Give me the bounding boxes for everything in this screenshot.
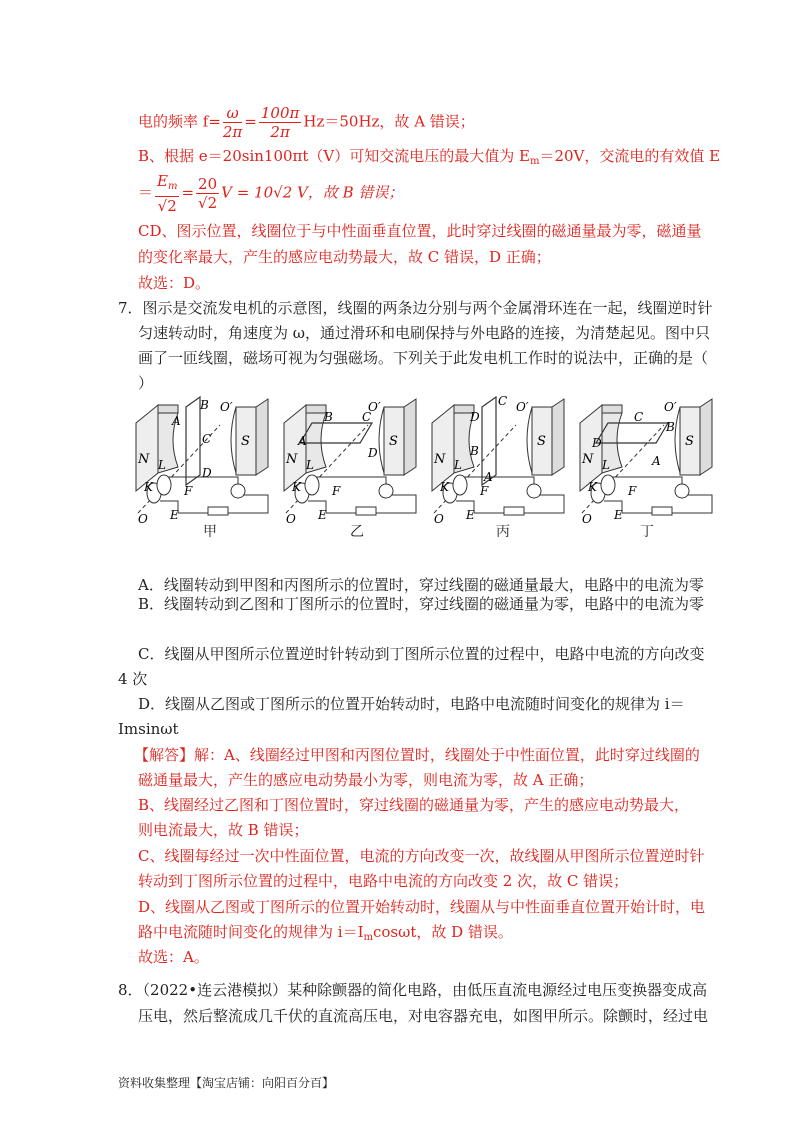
answer-tag: 【解答】 xyxy=(134,746,195,764)
svg-text:O: O xyxy=(582,512,592,526)
q7-option-c-line2: 4 次 xyxy=(118,670,148,688)
svg-text:L: L xyxy=(306,458,314,472)
svg-text:S: S xyxy=(389,434,398,449)
svg-text:N: N xyxy=(434,452,446,467)
q7-answer-line7: D、线圈从乙图或丁图所示的位置开始转动时，线圈从与中性面垂直位置开始计时，电 xyxy=(138,898,706,916)
svg-text:E: E xyxy=(170,508,179,522)
freq-line: 电的频率 f= $\frac{\omega}{2\pi}$ = $\frac{100\pi}{2\pi}$ Hz＝50Hz，故 A 错误； xyxy=(138,104,475,141)
q7-option-c-line1: C．线圈从甲图所示位置逆时针转动到丁图所示位置的过程中，电路中电流的方向改变 xyxy=(138,645,705,663)
q7-option-d-line2: Imsinωt xyxy=(118,720,179,738)
svg-text:O′: O′ xyxy=(516,400,529,414)
svg-text:B: B xyxy=(666,420,675,434)
svg-text:O′: O′ xyxy=(220,400,233,414)
svg-text:F: F xyxy=(628,484,637,498)
q7-stem-line2: 匀速转动时，角速度为 ω，通过滑环和电刷保持与外电路的连接，为清楚起见。图中只 xyxy=(138,324,711,342)
svg-text:C: C xyxy=(202,432,212,446)
svg-text:N: N xyxy=(582,452,594,467)
svg-text:F: F xyxy=(332,484,341,498)
svg-text:E: E xyxy=(318,508,327,522)
svg-text:S: S xyxy=(241,434,250,449)
freq-suffix: Hz＝50Hz，故 A 错误； xyxy=(303,112,475,131)
svg-text:A: A xyxy=(298,434,307,448)
q7-stem-line4: ） xyxy=(138,374,154,392)
q7-answer-line4: 则电流最大，故 B 错误； xyxy=(138,821,309,839)
fraction-100pi: $\frac{100\pi}{2\pi}$ xyxy=(260,104,300,141)
svg-text:S: S xyxy=(537,434,546,449)
q7-answer-line8: 路中电流随时间变化的规律为 $i=I_m\cos\omega t$，故 D 错误。 xyxy=(138,923,513,943)
q7-final-answer: 故选：A。 xyxy=(138,948,209,966)
svg-text:L: L xyxy=(454,458,462,472)
q7-option-d-line1: D．线圈从乙图或丁图所示的位置开始转动时，电路中电流随时间变化的规律为 i＝ xyxy=(138,695,685,713)
svg-text:C: C xyxy=(498,395,508,408)
svg-text:D: D xyxy=(470,410,480,424)
figure-bing xyxy=(432,395,564,526)
q7-answer-line5: C、线圈每经过一次中性面位置，电流的方向改变一次，故线圈从甲图所示位置逆时针 xyxy=(138,847,705,865)
svg-text:S: S xyxy=(685,434,694,449)
q7-answer-line3: B、线圈经过乙图和丁图位置时，穿过线圈的磁通量为零，产生的感应电动势最大， xyxy=(138,796,690,814)
svg-text:B: B xyxy=(324,410,333,424)
sol6-answer: 故选：D。 xyxy=(138,274,211,292)
svg-text:O: O xyxy=(286,512,296,526)
svg-text:K: K xyxy=(440,480,449,494)
fraction-omega: $\frac{\omega}{2\pi}$ xyxy=(222,104,243,141)
effective-value-line: ＝ $\frac{E_m}{√2}$ = $\frac{20}{√2}$ V = 10√2 V，故 B 错误； xyxy=(138,172,404,215)
svg-text:B: B xyxy=(200,398,209,412)
figure-yi xyxy=(284,399,416,526)
svg-text:N: N xyxy=(138,452,150,467)
q7-answer-line6: 转动到丁图所示位置的过程中，电路中电流的方向改变 2 次，故 C 错误； xyxy=(138,872,629,890)
svg-text:O′: O′ xyxy=(368,400,381,414)
q7-answer-line1: 【解答】解：A、线圈经过甲图和丙图位置时，线圈处于中性面位置，此时穿过线圈的 xyxy=(134,746,700,764)
q7-stem-line1: 7．图示是交流发电机的示意图，线圈的两条边分别与两个金属滑环连在一起，线圈逆时针 xyxy=(118,299,713,317)
svg-text:E: E xyxy=(614,508,623,522)
svg-text:K: K xyxy=(588,480,597,494)
generator-figure xyxy=(128,395,718,540)
svg-text:C: C xyxy=(362,410,372,424)
svg-text:L: L xyxy=(158,458,166,472)
q7-option-a: A．线圈转动到甲图和丙图所示的位置时，穿过线圈的磁通量最大，电路中的电流为零 xyxy=(138,576,704,594)
svg-text:C: C xyxy=(634,410,644,424)
sol6-cd-line2: 的变化率最大，产生的感应电动势最大，故 C 错误，D 正确； xyxy=(138,248,551,266)
svg-text:A: A xyxy=(484,470,493,484)
q8-line1: 8．（2022•连云港模拟）某种除颤器的简化电路，由低压直流电源经过电压变换器变成高 xyxy=(118,981,708,999)
q8-line2: 压电，然后整流成几千伏的直流高压电，对电容器充电，如图甲所示。除颤时，经过电 xyxy=(138,1007,709,1025)
svg-text:O: O xyxy=(138,512,148,526)
svg-text:D: D xyxy=(592,436,602,450)
figure-ding xyxy=(580,399,712,526)
svg-text:D: D xyxy=(368,446,378,460)
q7-option-b: B．线圈转动到乙图和丁图所示的位置时，穿过线圈的磁通量为零，电路中的电流为零 xyxy=(138,595,705,613)
svg-text:O: O xyxy=(434,512,444,526)
svg-text:K: K xyxy=(292,480,301,494)
caption-jia: 甲 xyxy=(203,524,217,540)
svg-text:O′: O′ xyxy=(664,400,677,414)
sol6-b-line: B、根据 e＝20sin100πt（V）可知交流电压的最大值为 $E_m=20V$，交流电的有效值 E xyxy=(138,147,721,167)
caption-bing: 丙 xyxy=(496,524,510,540)
freq-prefix: 电的频率 f= xyxy=(138,112,221,131)
svg-text:A: A xyxy=(172,414,181,428)
svg-text:D: D xyxy=(202,466,212,480)
q7-stem-line3: 画了一匝线圈，磁场可视为匀强磁场。下列关于此发电机工作时的说法中，正确的是（ xyxy=(138,349,709,367)
q7-answer-line2: 磁通量最大，产生的感应电动势最小为零，则电流为零，故 A 正确； xyxy=(138,771,594,789)
figure-jia xyxy=(136,397,268,526)
svg-text:B: B xyxy=(470,444,479,458)
svg-text:A: A xyxy=(652,454,661,468)
fraction-20-sqrt2: $\frac{20}{√2}$ xyxy=(198,175,218,212)
svg-text:L: L xyxy=(602,458,610,472)
footer-source: 资料收集整理【淘宝店铺：向阳百分百】 xyxy=(118,1076,335,1090)
svg-text:E: E xyxy=(466,508,475,522)
svg-text:F: F xyxy=(480,484,489,498)
caption-yi: 乙 xyxy=(350,524,364,540)
fraction-em-sqrt2: $\frac{E_m}{√2}$ xyxy=(157,172,178,215)
sol6-cd-line1: CD、图示位置，线圈位于与中性面垂直位置，此时穿过线圈的磁通量最为零，磁通量 xyxy=(138,222,702,240)
svg-text:F: F xyxy=(184,484,193,498)
svg-text:K: K xyxy=(144,480,153,494)
svg-text:N: N xyxy=(286,452,298,467)
caption-ding: 丁 xyxy=(640,524,654,540)
